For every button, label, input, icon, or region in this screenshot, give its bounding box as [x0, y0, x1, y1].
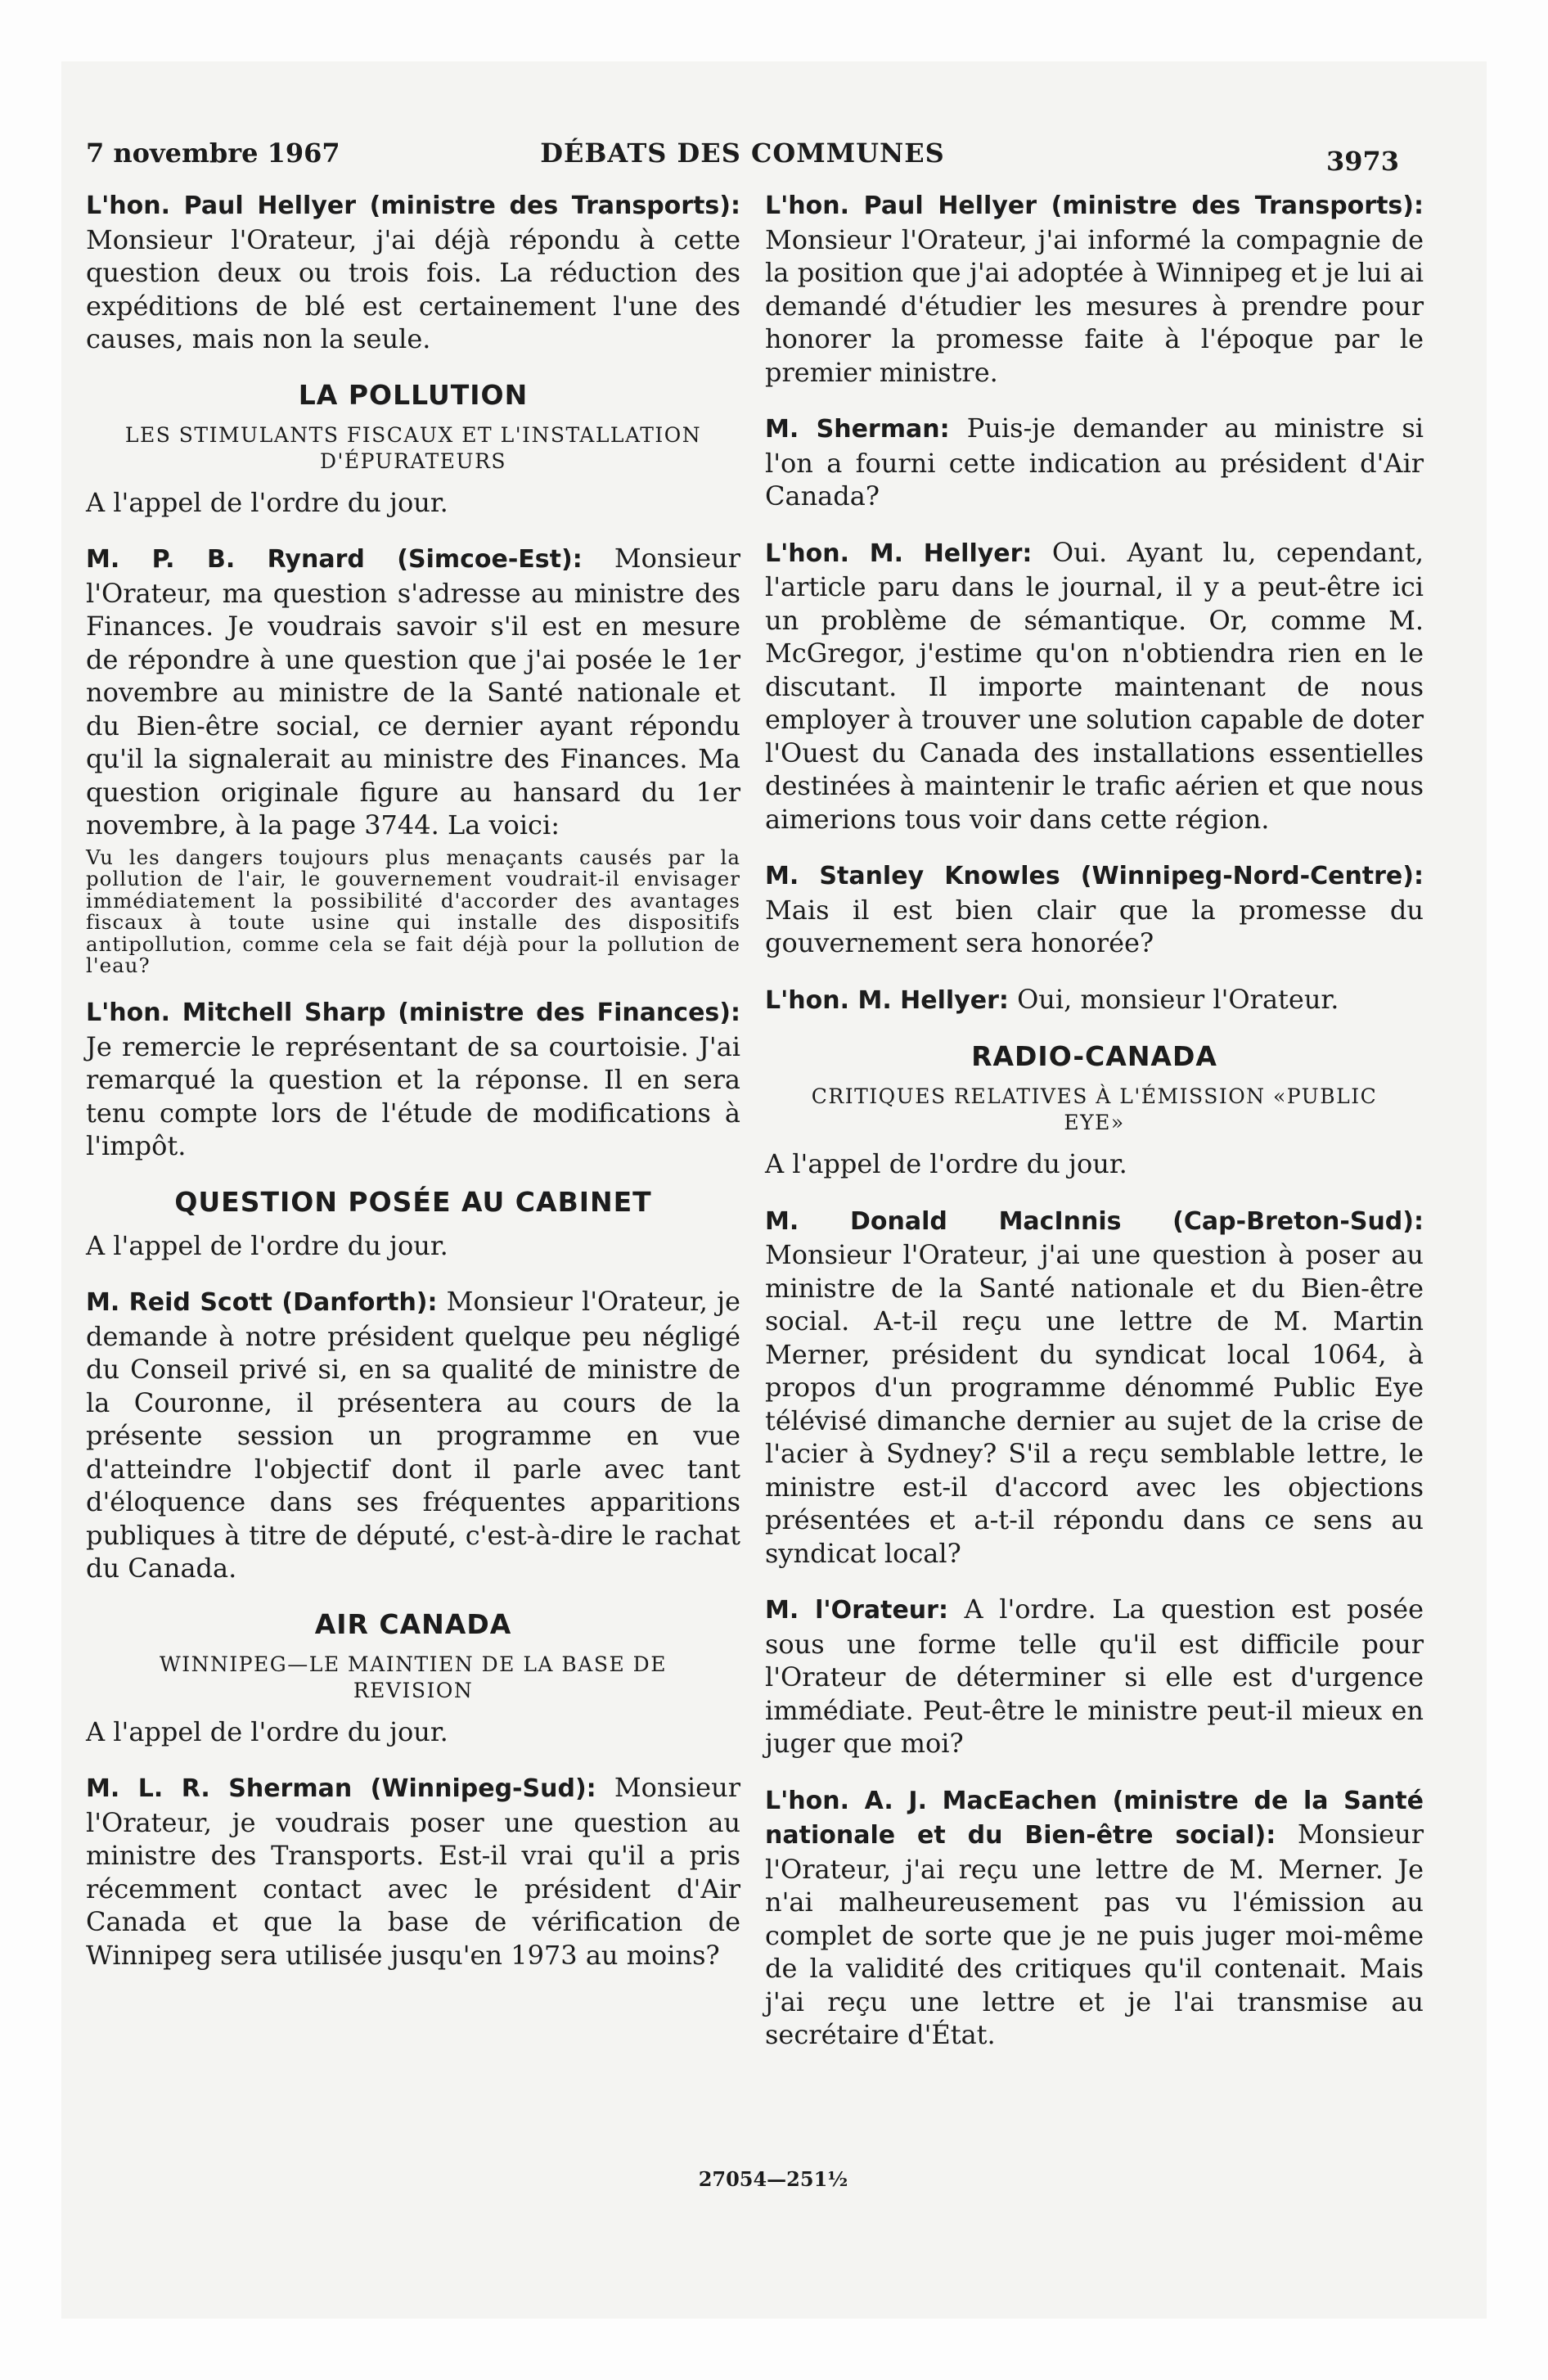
section-heading: QUESTION POSÉE AU CABINET: [174, 1185, 652, 1218]
paragraph: [86, 188, 740, 356]
speaker-name: L'hon. Paul Hellyer (ministre des Transports):: [86, 192, 740, 220]
paragraph: [765, 859, 1424, 960]
section-subheading: LES STIMULANTS FISCAUX ET L'INSTALLATION D'ÉPURATEURS: [124, 422, 702, 473]
paragraph-text: Monsieur l'Orateur, j'ai déjà répondu à cette question deux ou trois fois. La réduction des expéditions de blé est certainement l'une des causes, mais non la seule.: [86, 223, 740, 354]
speaker-name: M. Donald MacInnis (Cap-Breton-Sud):: [765, 1206, 1424, 1236]
paragraph-text: Monsieur l'Orateur, je demande à notre président quelque peu négligé du Conseil privé si, en sa qualité de ministre de la Couronne, il présentera au cours de la présente session un programme en vue d'atteindre l'objectif dont il parle avec tant d'éloquence dans ses fréquentes apparitions publiques à titre de député, c'est-à-dire le rachat du Canada.: [86, 1286, 740, 1584]
quoted-question: Vu les dangers toujours plus menaçants causés par la pollution de l'air, le gouvernement voudrait-il envisager immédiatement la possibilité d'accorder des avantages fiscaux à toute usine qui installe des dispositifs antipollution, comme cela se fait déjà pour la pollution de l'eau?: [86, 845, 740, 978]
paragraph: [86, 542, 740, 842]
paragraph-text: Je remercie le représentant de sa courtoisie. J'ai remarqué la question et la réponse. Il en sera tenu compte lors de l'étude de modifications à l'impôt.: [86, 1030, 740, 1162]
paragraph: [86, 995, 740, 1163]
speaker-name: M. P. B. Rynard (Simcoe-Est):: [86, 545, 583, 574]
right-column: [765, 188, 1424, 2052]
section-subheading: WINNIPEG—LE MAINTIEN DE LA BASE DE REVISION: [160, 1652, 667, 1702]
paragraph: [765, 412, 1424, 513]
speaker-name: M. l'Orateur:: [765, 1596, 948, 1625]
paragraph-text: Monsieur l'Orateur, j'ai une question à poser au ministre de la Santé nationale et du Bien-être social. A-t-il reçu une lettre de M. Martin Merner, président du syndicat local 1064, à propos d'un programme dénommé Public Eye télévisé dimanche dernier au sujet de la crise de l'acier à Sydney? S'il a reçu semblable lettre, le ministre est-il d'accord avec les objections présentées et a-t-il répondu dans ce sens au syndicat local?: [765, 1239, 1424, 1569]
order-of-day: A l'appel de l'ordre du jour.: [86, 1715, 448, 1747]
paragraph-text: Monsieur l'Orateur, je voudrais poser une question au ministre des Transports. Est-il vrai qu'il a pris récemment contact avec le président d'Air Canada et que la base de vérification de Winnipeg sera utilisée jusqu'en 1973 au moins?: [86, 1772, 740, 1971]
speaker-name: M. L. R. Sherman (Winnipeg-Sud):: [86, 1774, 596, 1804]
paragraph: [765, 983, 1424, 1018]
paragraph: [765, 188, 1424, 389]
paragraph: [86, 1771, 740, 1972]
section-heading: LA POLLUTION: [298, 378, 529, 411]
speaker-name: M. Stanley Knowles (Winnipeg-Nord-Centre):: [765, 862, 1424, 890]
running-head: [86, 137, 1399, 187]
paragraph-text: Oui, monsieur l'Orateur.: [1008, 983, 1339, 1015]
paragraph-text: A l'ordre. La question est posée sous une forme telle qu'il est difficile pour l'Orateur de déterminer si elle est d'urgence immédiate. Peut-être le ministre peut-il mieux en juger que moi?: [765, 1593, 1424, 1759]
paragraph: [765, 1593, 1424, 1760]
paragraph: [765, 536, 1424, 836]
paragraph-text: Mais il est bien clair que la promesse du gouvernement sera honorée?: [765, 894, 1424, 958]
section-heading: RADIO-CANADA: [971, 1040, 1217, 1072]
header-date: 7 novembre 1967: [86, 137, 340, 169]
paragraph-text: Oui. Ayant lu, cependant, l'article paru dans le journal, il y a peut-être ici un problème de sémantique. Or, comme M. McGregor, j'estime qu'on n'obtiendra rien en le discutant. Il importe maintenant de nous employer à trouver une solution capable de doter l'Ouest du Canada des installations essentielles destinées à maintenir le trafic aérien et que nous aimerions tous voir dans cette région.: [765, 536, 1424, 835]
speaker-name: M. Sherman:: [765, 415, 950, 444]
speaker-name: L'hon. Paul Hellyer (ministre des Transports):: [765, 192, 1424, 220]
order-of-day: A l'appel de l'ordre du jour.: [86, 486, 448, 518]
header-title: DÉBATS DES COMMUNES: [540, 137, 945, 169]
speaker-name: L'hon. A. J. MacEachen (ministre de la Santé nationale et du Bien-être social):: [765, 1786, 1424, 1850]
speaker-name: M. Reid Scott (Danforth):: [86, 1288, 438, 1318]
paragraph: [86, 1285, 740, 1585]
paragraph: [765, 1204, 1424, 1571]
paragraph: [765, 1783, 1424, 2052]
page-number: 3973: [1325, 146, 1399, 177]
left-column: [86, 188, 740, 1972]
speaker-name: L'hon. M. Hellyer:: [765, 539, 1033, 568]
paragraph-text: Monsieur l'Orateur, j'ai informé la compagnie de la position que j'ai adoptée à Winnipeg et je lui ai demandé d'étudier les mesures à prendre pour honorer la promesse faite à l'époque par le premier ministre.: [765, 223, 1424, 388]
speaker-name: L'hon. Mitchell Sharp (ministre des Finances):: [86, 998, 740, 1028]
paragraph-text: Monsieur l'Orateur, j'ai reçu une lettre de M. Merner. Je n'ai malheureusement pas vu l'émission au complet de sorte que je ne puis juger moi-même de la validité des critiques qu'il contenait. Mais j'ai reçu une lettre et je l'ai transmise au secrétaire d'État.: [765, 1819, 1424, 2050]
order-of-day: A l'appel de l'ordre du jour.: [86, 1229, 448, 1261]
section-heading: AIR CANADA: [314, 1607, 512, 1640]
paragraph-text: Monsieur l'Orateur, ma question s'adresse au ministre des Finances. Je voudrais savoir s'il est en mesure de répondre à une question que j'ai posée le 1er novembre au ministre de la Santé nationale et du Bien-être social, ce dernier ayant répondu qu'il la signalerait au ministre des Finances. Ma question originale figure au hansard du 1er novembre, à la page 3744. La voici:: [86, 543, 741, 841]
order-of-day: A l'appel de l'ordre du jour.: [765, 1148, 1127, 1179]
section-subheading: CRITIQUES RELATIVES À L'ÉMISSION «PUBLIC EYE»: [811, 1084, 1378, 1134]
print-code: 27054—251½: [698, 2167, 848, 2191]
speaker-name: L'hon. M. Hellyer:: [765, 985, 1009, 1015]
paragraph-text: Puis-je demander au ministre si l'on a fourni cette indication au président d'Air Canada?: [765, 412, 1424, 512]
